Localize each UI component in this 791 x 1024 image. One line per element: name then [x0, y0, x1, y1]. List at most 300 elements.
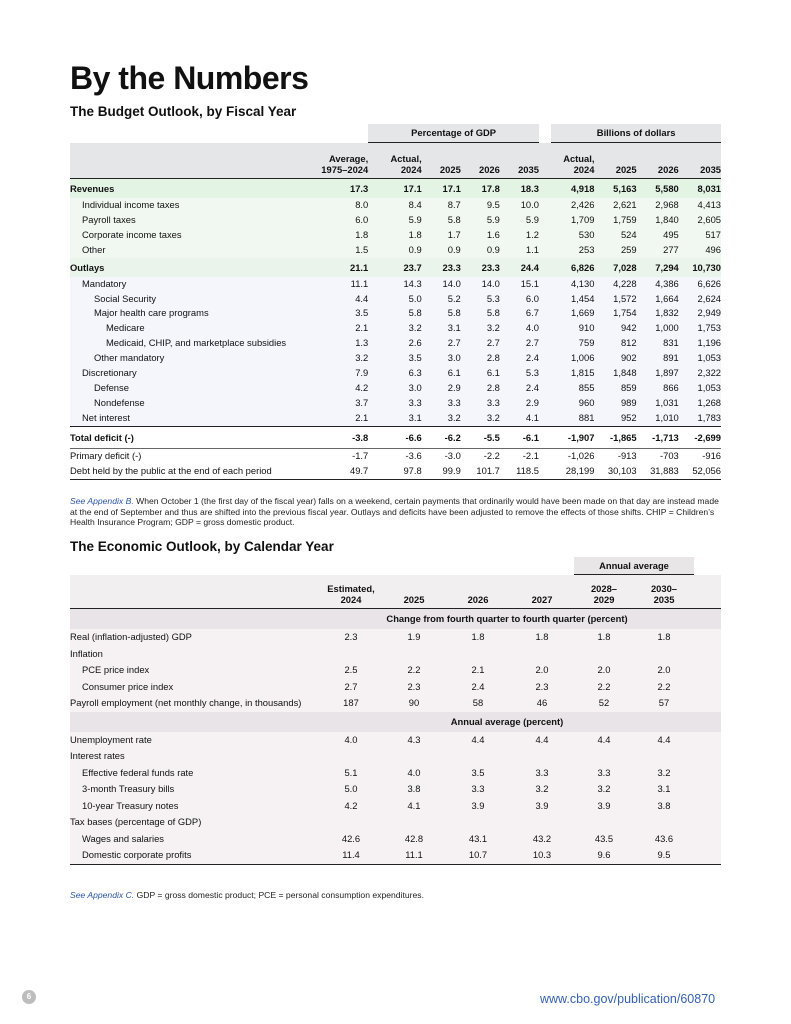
cell-value: 1,053: [679, 381, 721, 396]
cell-value: 1.1: [500, 243, 539, 258]
row-pad: [694, 765, 721, 782]
col-header-line: Actual,: [563, 153, 595, 164]
cell-value: 4.4: [634, 732, 694, 749]
cell-value: 23.3: [422, 258, 461, 277]
cell-value: 1.8: [309, 228, 369, 243]
cell-value: [634, 814, 694, 831]
cell-value: 3.1: [422, 321, 461, 336]
cell-value: 5.9: [500, 213, 539, 228]
col-header-line: Actual,: [390, 153, 422, 164]
cell-value: 6,826: [551, 258, 594, 277]
cell-value: 881: [551, 411, 594, 426]
cell-value: 3.5: [309, 306, 369, 321]
col-header-line: 2028–: [590, 583, 618, 594]
cell-value: 6.0: [500, 292, 539, 307]
cell-value: 942: [594, 321, 636, 336]
row-label: Revenues: [70, 179, 309, 199]
econ-row: [70, 847, 721, 864]
cell-value: 2.9: [500, 396, 539, 411]
cell-value: 1,664: [637, 292, 679, 307]
cell-value: 3.8: [382, 781, 446, 798]
row-gap: [539, 411, 551, 426]
cell-value: 3.2: [422, 411, 461, 426]
cell-value: 2.1: [309, 411, 369, 426]
cell-value: 1,754: [594, 306, 636, 321]
cell-value: -1,865: [610, 431, 637, 443]
row-gap: [539, 228, 551, 243]
cell-value: 57: [634, 695, 694, 712]
cell-value: 1,832: [637, 306, 679, 321]
cell-value: -1.7: [352, 449, 369, 461]
cell-value: 3.2: [309, 351, 369, 366]
cell-value: [382, 748, 446, 765]
budget-row: [70, 381, 721, 396]
sub-pad: [694, 609, 721, 630]
cell-value: 17.1: [422, 179, 461, 199]
cell-value: 496: [679, 243, 721, 258]
cell-value: 4.0: [500, 321, 539, 336]
cell-value: 18.3: [500, 179, 539, 199]
cell-value: [634, 646, 694, 663]
cell-value: 17.8: [461, 179, 500, 199]
row-label: Payroll taxes: [70, 213, 309, 228]
row-label: Total deficit (-): [70, 431, 134, 443]
cell-value: 2.0: [634, 662, 694, 679]
cell-value: 3.5: [446, 765, 510, 782]
row-label: Other: [70, 243, 309, 258]
budget-row: [70, 198, 721, 213]
cell-value: 530: [551, 228, 594, 243]
cell-value: 9.6: [574, 847, 634, 864]
cell-value: 2.7: [422, 336, 461, 351]
cell-value: 5.0: [368, 292, 421, 307]
cell-value: 1,031: [637, 396, 679, 411]
cell-value: -1,026: [567, 449, 595, 461]
cell-value: 2.4: [500, 381, 539, 396]
row-label: Major health care programs: [70, 306, 309, 321]
cell-value: [510, 748, 574, 765]
cell-value: 2.1: [446, 662, 510, 679]
econ-row: [70, 695, 721, 712]
cell-value: 17.3: [309, 179, 369, 199]
col-header-line: 2026: [657, 164, 679, 175]
row-label: 10-year Treasury notes: [70, 798, 320, 815]
cell-value: 0.9: [461, 243, 500, 258]
cell-value: 2,949: [679, 306, 721, 321]
budget-row: [70, 351, 721, 366]
row-label: Interest rates: [70, 748, 320, 765]
cell-value: 43.1: [446, 831, 510, 848]
budget-col-header: [594, 143, 636, 179]
cell-value: 259: [594, 243, 636, 258]
cell-value: 5.3: [461, 292, 500, 307]
budget-row: [70, 258, 721, 277]
cell-value: -5.5: [483, 431, 500, 443]
cell-value: 1.3: [309, 336, 369, 351]
cell-value: 10.7: [446, 847, 510, 864]
cell-value: 910: [551, 321, 594, 336]
cell-value: 2.3: [320, 629, 382, 646]
cell-value: 52: [574, 695, 634, 712]
cell-value: 4.4: [309, 292, 369, 307]
cell-value: 2.7: [500, 336, 539, 351]
cell-value: 1,848: [594, 366, 636, 381]
col-header-line: 2024: [340, 594, 362, 605]
cell-value: 99.9: [442, 464, 461, 476]
cell-value: 90: [382, 695, 446, 712]
cell-value: 30,103: [607, 464, 637, 476]
cell-value: 2.2: [574, 679, 634, 696]
econ-row: [70, 781, 721, 798]
cell-value: 891: [637, 351, 679, 366]
row-label: Inflation: [70, 646, 320, 663]
cell-value: 2.4: [500, 351, 539, 366]
cell-value: 4.4: [446, 732, 510, 749]
econ-col-header: [510, 575, 574, 609]
row-label: Domestic corporate profits: [70, 847, 320, 864]
budget-col-header: [679, 143, 721, 179]
budget-col-header: [500, 143, 539, 179]
cell-value: 4.1: [382, 798, 446, 815]
cell-value: 97.8: [403, 464, 422, 476]
col-header-line: 2027: [531, 594, 553, 605]
budget-row: [70, 448, 721, 463]
row-label: Real (inflation-adjusted) GDP: [70, 629, 320, 646]
col-header-line: 2026: [467, 594, 489, 605]
cell-value: 14.3: [368, 277, 421, 292]
cell-value: 0.9: [368, 243, 421, 258]
row-gap: [539, 381, 551, 396]
cell-value: 4.4: [574, 732, 634, 749]
cell-value: 2.7: [320, 679, 382, 696]
row-pad: [694, 646, 721, 663]
cell-value: 43.2: [510, 831, 574, 848]
budget-row: [70, 179, 721, 199]
cell-value: 4,228: [594, 277, 636, 292]
cell-value: 8,031: [679, 179, 721, 199]
cell-value: 1.6: [461, 228, 500, 243]
row-label: 3-month Treasury bills: [70, 781, 320, 798]
cell-value: 1.8: [368, 228, 421, 243]
cell-value: 42.8: [382, 831, 446, 848]
cell-value: 495: [637, 228, 679, 243]
col-header-line: 2025: [439, 164, 461, 175]
cell-value: 31,883: [650, 464, 679, 476]
row-gap: [539, 321, 551, 336]
cell-value: 277: [637, 243, 679, 258]
cell-value: 5.9: [368, 213, 421, 228]
row-gap: [539, 336, 551, 351]
row-label: Net interest: [70, 411, 309, 426]
cell-value: 2.3: [382, 679, 446, 696]
cell-value: 1.2: [500, 228, 539, 243]
econ-row: [70, 662, 721, 679]
cell-value: 2.0: [574, 662, 634, 679]
budget-section-title: The Budget Outlook, by Fiscal Year: [70, 104, 297, 119]
cell-value: 1,000: [637, 321, 679, 336]
cell-value: 2.5: [320, 662, 382, 679]
cell-value: 4.3: [382, 732, 446, 749]
cell-value: 3.7: [309, 396, 369, 411]
cell-value: [446, 646, 510, 663]
cell-value: 1,010: [637, 411, 679, 426]
cell-value: 118.5: [516, 464, 539, 476]
col-header-line: 2030–: [650, 583, 678, 594]
cell-value: 253: [551, 243, 594, 258]
cell-value: 1,572: [594, 292, 636, 307]
cell-value: 2,426: [551, 198, 594, 213]
cell-value: 11.1: [382, 847, 446, 864]
cell-value: [634, 748, 694, 765]
header-blank: [70, 575, 320, 609]
cell-value: 3.9: [510, 798, 574, 815]
row-label: Mandatory: [70, 277, 309, 292]
cell-value: 1,454: [551, 292, 594, 307]
col-header-line: 2035: [653, 594, 675, 605]
budget-row: [70, 396, 721, 411]
row-label: Unemployment rate: [70, 732, 320, 749]
row-label: Defense: [70, 381, 309, 396]
econ-row: [70, 814, 721, 831]
econ-group-header: [70, 557, 721, 575]
row-gap: [539, 258, 551, 277]
cell-value: 3.2: [368, 321, 421, 336]
econ-column-header: [70, 575, 721, 609]
cell-value: 1.8: [510, 629, 574, 646]
econ-col-header: [446, 575, 510, 609]
cell-value: 2.1: [309, 321, 369, 336]
cell-value: 4.2: [309, 381, 369, 396]
cell-value: 2.2: [382, 662, 446, 679]
cell-value: 10.0: [500, 198, 539, 213]
cell-value: 1,196: [679, 336, 721, 351]
row-pad: [694, 732, 721, 749]
econ-row: [70, 732, 721, 749]
appendix-c-link[interactable]: See Appendix C.: [70, 890, 135, 900]
cell-value: -6.6: [405, 431, 422, 443]
sub-blank: [70, 609, 320, 630]
cell-value: 1,753: [679, 321, 721, 336]
row-label: Individual income taxes: [70, 198, 309, 213]
row-label: Corporate income taxes: [70, 228, 309, 243]
sub-pad: [694, 712, 721, 732]
cell-value: [320, 646, 382, 663]
cell-value: -2.2: [483, 449, 500, 461]
cell-value: 6.1: [422, 366, 461, 381]
annual-average-group: Annual average: [574, 557, 694, 575]
econ-subheader-label: Annual average (percent): [320, 712, 694, 732]
cell-value: 3.1: [634, 781, 694, 798]
cell-value: 5.1: [320, 765, 382, 782]
cell-value: [446, 814, 510, 831]
header-gap: [539, 143, 551, 179]
cell-value: -3.8: [352, 431, 369, 443]
cell-value: 8.4: [368, 198, 421, 213]
econ-subheader: [70, 712, 721, 732]
cell-value: 3.2: [510, 781, 574, 798]
cell-value: 9.5: [461, 198, 500, 213]
budget-note: [70, 496, 725, 528]
cell-value: [574, 814, 634, 831]
cell-value: 4.0: [320, 732, 382, 749]
cell-value: 5.2: [422, 292, 461, 307]
cell-value: 17.1: [368, 179, 421, 199]
cell-value: -2,699: [694, 431, 721, 443]
cell-value: [510, 646, 574, 663]
row-label: Primary deficit (-): [70, 449, 142, 461]
cell-value: 5.8: [422, 213, 461, 228]
budget-row: [70, 336, 721, 351]
row-pad: [694, 748, 721, 765]
cell-value: 6.0: [309, 213, 369, 228]
cell-value: -916: [702, 449, 721, 461]
budget-row: [70, 321, 721, 336]
row-pad: [694, 847, 721, 864]
budget-row: [70, 277, 721, 292]
cell-value: 4,918: [551, 179, 594, 199]
row-label: Nondefense: [70, 396, 309, 411]
cell-value: 2.4: [446, 679, 510, 696]
cell-value: 10,730: [679, 258, 721, 277]
cell-value: 866: [637, 381, 679, 396]
cell-value: [382, 814, 446, 831]
econ-row: [70, 798, 721, 815]
cell-value: 3.3: [510, 765, 574, 782]
col-header-line: 2035: [700, 164, 721, 175]
cell-value: -3.0: [444, 449, 461, 461]
cell-value: 2,605: [679, 213, 721, 228]
cell-value: 2.8: [461, 351, 500, 366]
cell-value: 2.9: [422, 381, 461, 396]
cell-value: 524: [594, 228, 636, 243]
cell-value: 1,759: [594, 213, 636, 228]
cell-value: 2.3: [510, 679, 574, 696]
row-label: Social Security: [70, 292, 309, 307]
cell-value: [574, 646, 634, 663]
row-pad: [694, 831, 721, 848]
cell-value: 1.5: [309, 243, 369, 258]
budget-col-header: [309, 143, 369, 179]
col-header-line: Estimated,: [327, 583, 375, 594]
cell-value: 3.1: [368, 411, 421, 426]
cell-value: 812: [594, 336, 636, 351]
cell-value: -2.1: [522, 449, 539, 461]
cell-value: 9.5: [634, 847, 694, 864]
col-header-line: 2024: [573, 164, 595, 175]
row-label: Effective federal funds rate: [70, 765, 320, 782]
cell-value: 1,840: [637, 213, 679, 228]
row-pad: [694, 629, 721, 646]
econ-col-header: [382, 575, 446, 609]
cell-value: 5.3: [500, 366, 539, 381]
col-header-line: Average,: [328, 153, 369, 164]
econ-table: [70, 557, 721, 865]
row-label: Medicaid, CHIP, and marketplace subsidies: [70, 336, 309, 351]
cell-value: 3.3: [461, 396, 500, 411]
cell-value: 1.8: [574, 629, 634, 646]
cell-value: 5.8: [422, 306, 461, 321]
econ-row: [70, 629, 721, 646]
col-header-line: 2029: [593, 594, 615, 605]
econ-note-text: GDP = gross domestic product; PCE = personal consumption expenditures.: [134, 890, 424, 900]
cell-value: [382, 646, 446, 663]
row-pad: [694, 814, 721, 831]
row-gap: [539, 198, 551, 213]
econ-subheader-label: Change from fourth quarter to fourth quarter (percent): [320, 609, 694, 630]
cell-value: 3.9: [574, 798, 634, 815]
cell-value: [510, 814, 574, 831]
cell-value: 517: [679, 228, 721, 243]
budget-group-header: [70, 124, 721, 143]
cell-value: 5,580: [637, 179, 679, 199]
cell-value: 3.3: [574, 765, 634, 782]
cell-value: 3.8: [634, 798, 694, 815]
cell-value: 58: [446, 695, 510, 712]
row-gap: [539, 213, 551, 228]
cell-value: 2.7: [461, 336, 500, 351]
sub-blank: [70, 712, 320, 732]
row-pad: [694, 695, 721, 712]
cell-value: 52,056: [692, 464, 721, 476]
page-number: 6: [22, 990, 36, 1004]
cell-value: 4.0: [382, 765, 446, 782]
cell-value: 855: [551, 381, 594, 396]
col-header-line: 2025: [403, 594, 425, 605]
cell-value: 1,669: [551, 306, 594, 321]
footer-url-link[interactable]: www.cbo.gov/publication/60870: [540, 992, 716, 1006]
cell-value: 1.8: [634, 629, 694, 646]
cell-value: [320, 748, 382, 765]
cell-value: 43.6: [634, 831, 694, 848]
cell-value: 4.4: [510, 732, 574, 749]
cell-value: -6.2: [444, 431, 461, 443]
cell-value: 187: [320, 695, 382, 712]
cell-value: 3.2: [634, 765, 694, 782]
cell-value: 6.7: [500, 306, 539, 321]
cell-value: 859: [594, 381, 636, 396]
row-label: Wages and salaries: [70, 831, 320, 848]
cell-value: 42.6: [320, 831, 382, 848]
budget-row: [70, 292, 721, 307]
cell-value: 5.0: [320, 781, 382, 798]
cell-value: 4,413: [679, 198, 721, 213]
col-header-line: 2025: [615, 164, 637, 175]
budget-col-header: [368, 143, 421, 179]
cell-value: 3.0: [422, 351, 461, 366]
cell-value: 1,268: [679, 396, 721, 411]
econ-col-header: [320, 575, 382, 609]
cell-value: 7,028: [594, 258, 636, 277]
row-pad: [694, 798, 721, 815]
cell-value: 952: [594, 411, 636, 426]
econ-row: [70, 831, 721, 848]
cell-value: 43.5: [574, 831, 634, 848]
cell-value: 960: [551, 396, 594, 411]
cell-value: -913: [617, 449, 637, 461]
cell-value: 2,968: [637, 198, 679, 213]
cell-value: 2.0: [510, 662, 574, 679]
cell-value: 4,130: [551, 277, 594, 292]
cell-value: 1,709: [551, 213, 594, 228]
cell-value: 3.3: [446, 781, 510, 798]
econ-col-header: [574, 575, 634, 609]
appendix-b-link[interactable]: See Appendix B.: [70, 496, 134, 506]
row-gap: [539, 306, 551, 321]
econ-row: [70, 646, 721, 663]
budget-row: [70, 464, 721, 479]
row-label: Tax bases (percentage of GDP): [70, 814, 320, 831]
row-label: Other mandatory: [70, 351, 309, 366]
